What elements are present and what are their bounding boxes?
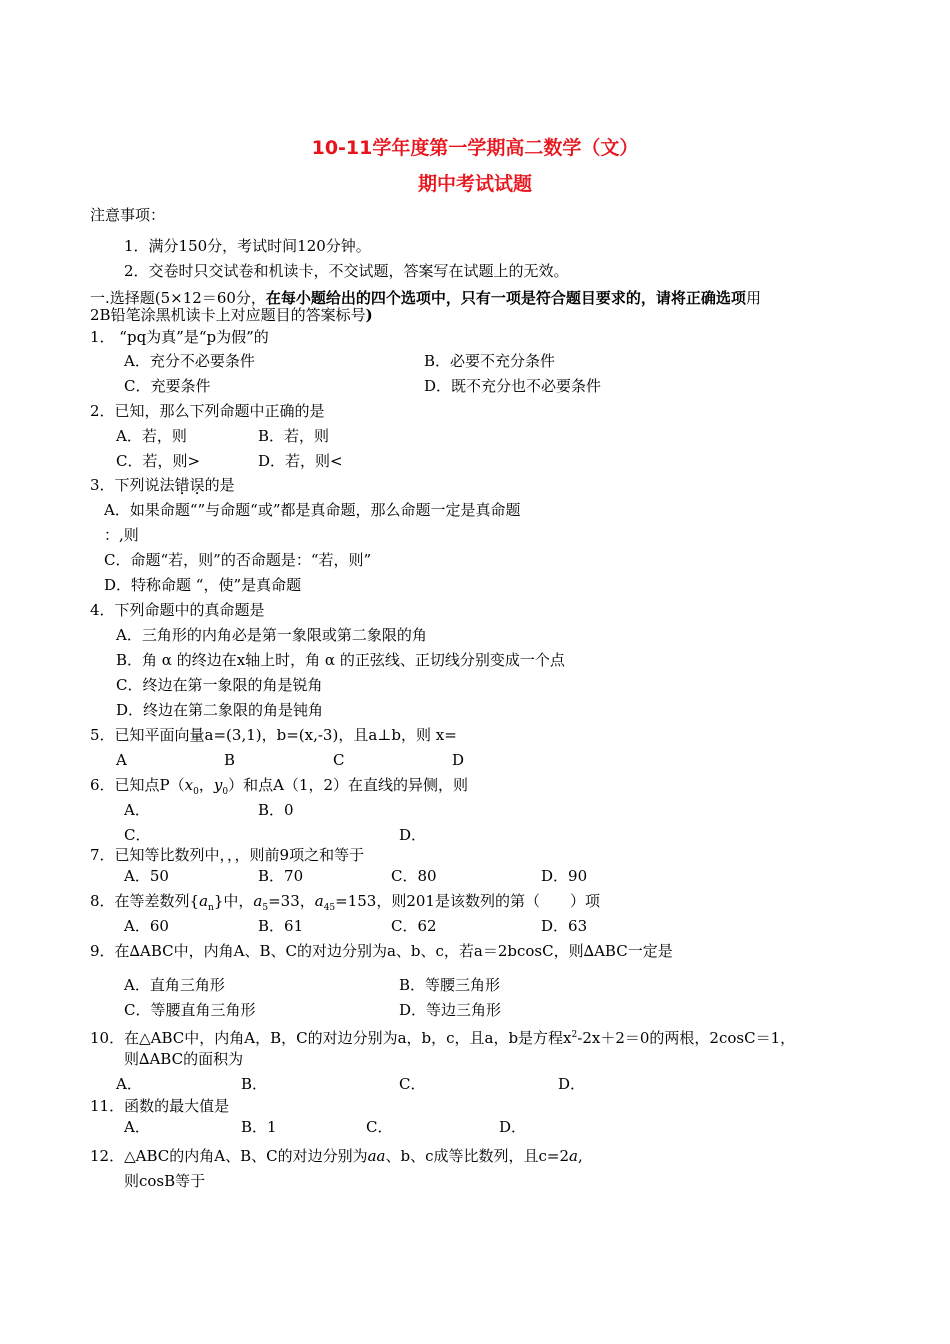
question-8-a45: a bbox=[314, 892, 324, 910]
question-11-option-b: B．1 bbox=[241, 1118, 277, 1136]
question-10-option-d: D． bbox=[558, 1075, 586, 1093]
question-12-stem bbox=[90, 1147, 583, 1165]
question-3-option-b: ：,则 bbox=[104, 526, 139, 544]
question-8-option-c: C．62 bbox=[391, 917, 437, 935]
question-6-y0: y bbox=[213, 776, 223, 794]
question-6-stem-b: ）和点A（1，2）在直线的异侧，则 bbox=[228, 776, 468, 794]
question-4-stem: 4．下列命题中的真命题是 bbox=[90, 601, 265, 619]
question-10-option-a: A． bbox=[116, 1075, 142, 1093]
question-4-option-a: A．三角形的内角必是第一象限或第二象限的角 bbox=[116, 626, 427, 644]
question-8-stem-b: }中， bbox=[213, 892, 254, 910]
question-3-stem-a: 3．下列说法 bbox=[90, 476, 175, 494]
question-12-stem-c: , bbox=[577, 1147, 583, 1165]
question-1-option-b: B．必要不充分条件 bbox=[424, 352, 556, 370]
question-3-stem bbox=[90, 476, 235, 494]
question-6-x0: x bbox=[184, 776, 194, 794]
question-8-option-b: B．61 bbox=[258, 917, 304, 935]
question-1-stem: 1． “pq为真”是“p为假”的 bbox=[90, 328, 269, 346]
question-10-stem-b: -2x＋2＝0的两根，2cosC＝1， bbox=[577, 1029, 796, 1047]
question-6-x0-subscript: 0 bbox=[193, 787, 199, 797]
question-8-stem-a: 8．在等差数列{ bbox=[90, 892, 200, 910]
question-3-option-c: C．命题“若，则”的否命题是：“若，则” bbox=[104, 551, 372, 569]
question-8-option-a: A．60 bbox=[124, 917, 169, 935]
question-8-a5: a bbox=[253, 892, 263, 910]
question-10-option-c: C． bbox=[399, 1075, 426, 1093]
question-9-stem: 9．在∆ABC中，内角A、B、C的对边分别为a、b、c，若a＝2bcosC，则∆ABC一定是 bbox=[90, 942, 673, 960]
question-8-an-subscript: n bbox=[208, 903, 214, 913]
section-intro-line2-paren: ) bbox=[365, 306, 373, 324]
question-11-option-a: A． bbox=[124, 1118, 150, 1136]
question-10-stem-a: 10．在△ABC中，内角A，B，C的对边分别为a，b，c，且a，b是方程x bbox=[90, 1029, 572, 1047]
question-5-stem: 5．已知平面向量a=(3,1)，b=(x,-3)，且a⊥b，则 x= bbox=[90, 726, 457, 744]
section-intro-line1 bbox=[90, 289, 761, 307]
question-7-option-a: A．50 bbox=[124, 867, 169, 885]
question-4-option-d: D．终边在第二象限的角是钝角 bbox=[116, 701, 324, 719]
question-8-a45-subscript: 45 bbox=[323, 903, 336, 913]
exam-subtitle: 期中考试试题 bbox=[417, 173, 532, 195]
question-5-option-c: C bbox=[333, 751, 345, 769]
question-1-option-c: C．充要条件 bbox=[124, 377, 211, 395]
question-7-option-b: B．70 bbox=[258, 867, 304, 885]
question-8-option-d: D．63 bbox=[541, 917, 588, 935]
question-7-option-d: D．90 bbox=[541, 867, 588, 885]
question-2-stem: 2．已知，那么下列命题中正确的是 bbox=[90, 402, 325, 420]
question-3-option-d: D．特称命题 “，使”是真命题 bbox=[104, 576, 302, 594]
question-8-an: a bbox=[199, 892, 209, 910]
question-10-stem-line2: 则∆ABC的面积为 bbox=[124, 1050, 244, 1068]
question-5-option-b: B bbox=[224, 751, 236, 769]
question-10-option-b: B． bbox=[241, 1075, 268, 1093]
question-7-option-c: C．80 bbox=[391, 867, 437, 885]
question-2-option-a: A．若，则 bbox=[116, 427, 187, 445]
question-8-stem-d: =153，则201是该数列的第（ ）项 bbox=[335, 892, 600, 910]
question-6-option-a: A． bbox=[124, 801, 150, 819]
question-9-option-b: B．等腰三角形 bbox=[399, 976, 501, 994]
question-4-option-b: B．角 α 的终边在x轴上时，角 α 的正弦线、正切线分别变成一个点 bbox=[116, 651, 565, 669]
question-3-emphasis-cuo: 错 bbox=[174, 476, 190, 494]
question-8-stem-c: =33， bbox=[268, 892, 315, 910]
question-1-option-d: D．既不充分也不必要条件 bbox=[424, 377, 602, 395]
question-8-a5-subscript: 5 bbox=[262, 903, 269, 913]
section-intro-part3: 用 bbox=[745, 289, 761, 307]
question-7-stem: 7．已知等比数列中，，，则前9项之和等于 bbox=[90, 846, 365, 864]
question-11-option-c: C． bbox=[366, 1118, 393, 1136]
question-6-y0-subscript: 0 bbox=[222, 787, 229, 797]
question-3-emphasis-wu: 误 bbox=[189, 476, 205, 494]
question-10-superscript: 2 bbox=[571, 1030, 578, 1040]
question-2-option-d: D．若，则< bbox=[258, 452, 343, 470]
question-5-option-a: A bbox=[116, 751, 127, 769]
question-1-option-a: A．充分不必要条件 bbox=[124, 352, 255, 370]
question-4-option-c: C．终边在第一象限的角是锐角 bbox=[116, 676, 323, 694]
question-3-option-a: A．如果命题“”与命题“或”都是真命题，那么命题一定是真命题 bbox=[104, 501, 521, 519]
question-6-option-d: D． bbox=[399, 826, 427, 844]
notice-item-2: 2．交卷时只交试卷和机读卡，不交试题，答案写在试题上的无效。 bbox=[124, 262, 569, 280]
question-9-option-a: A．直角三角形 bbox=[124, 976, 225, 994]
notice-heading: 注意事项： bbox=[90, 206, 166, 224]
question-6-option-b: B．0 bbox=[258, 801, 294, 819]
question-6-stem-a: 6．已知点P（ bbox=[90, 776, 185, 794]
section-intro-line2-text: 2B铅笔涂黑机读卡上对应题目的答案标号 bbox=[90, 306, 366, 324]
notice-item-1: 1．满分150分，考试时间120分钟。 bbox=[124, 237, 371, 255]
question-3-stem-b: 的是 bbox=[204, 476, 235, 494]
section-intro-part1: 一.选择题(5×12＝60分， bbox=[90, 289, 266, 307]
question-2-option-b: B．若，则 bbox=[258, 427, 330, 445]
exam-title: 10-11学年度第一学期高二数学（文） bbox=[311, 137, 639, 159]
question-12-stem-a: 12．△ABC的内角A、B、C的对边分别为 bbox=[90, 1147, 368, 1165]
section-intro-bold: 在每小题给出的四个选项中，只有一项是符合题目要求的，请将正确选项 bbox=[265, 289, 746, 307]
question-2-option-c: C．若，则> bbox=[116, 452, 201, 470]
question-11-stem: 11．函数的最大值是 bbox=[90, 1097, 230, 1115]
question-9-option-c: C．等腰直角三角形 bbox=[124, 1001, 256, 1019]
question-12-aa: aa bbox=[367, 1147, 386, 1165]
question-12-a: a bbox=[569, 1147, 578, 1165]
question-12-stem-line2: 则cosB等于 bbox=[124, 1172, 206, 1190]
question-6-stem bbox=[90, 776, 468, 801]
question-6-option-c: C． bbox=[124, 826, 151, 844]
question-9-option-d: D．等边三角形 bbox=[399, 1001, 502, 1019]
question-6-comma: ， bbox=[198, 776, 214, 794]
question-12-stem-b: 、b、c成等比数列，且c=2 bbox=[385, 1147, 569, 1165]
question-8-stem bbox=[90, 892, 600, 917]
section-intro-line2 bbox=[90, 306, 373, 324]
question-10-stem bbox=[90, 1026, 795, 1047]
question-5-option-d: D bbox=[452, 751, 465, 769]
question-11-option-d: D． bbox=[499, 1118, 527, 1136]
